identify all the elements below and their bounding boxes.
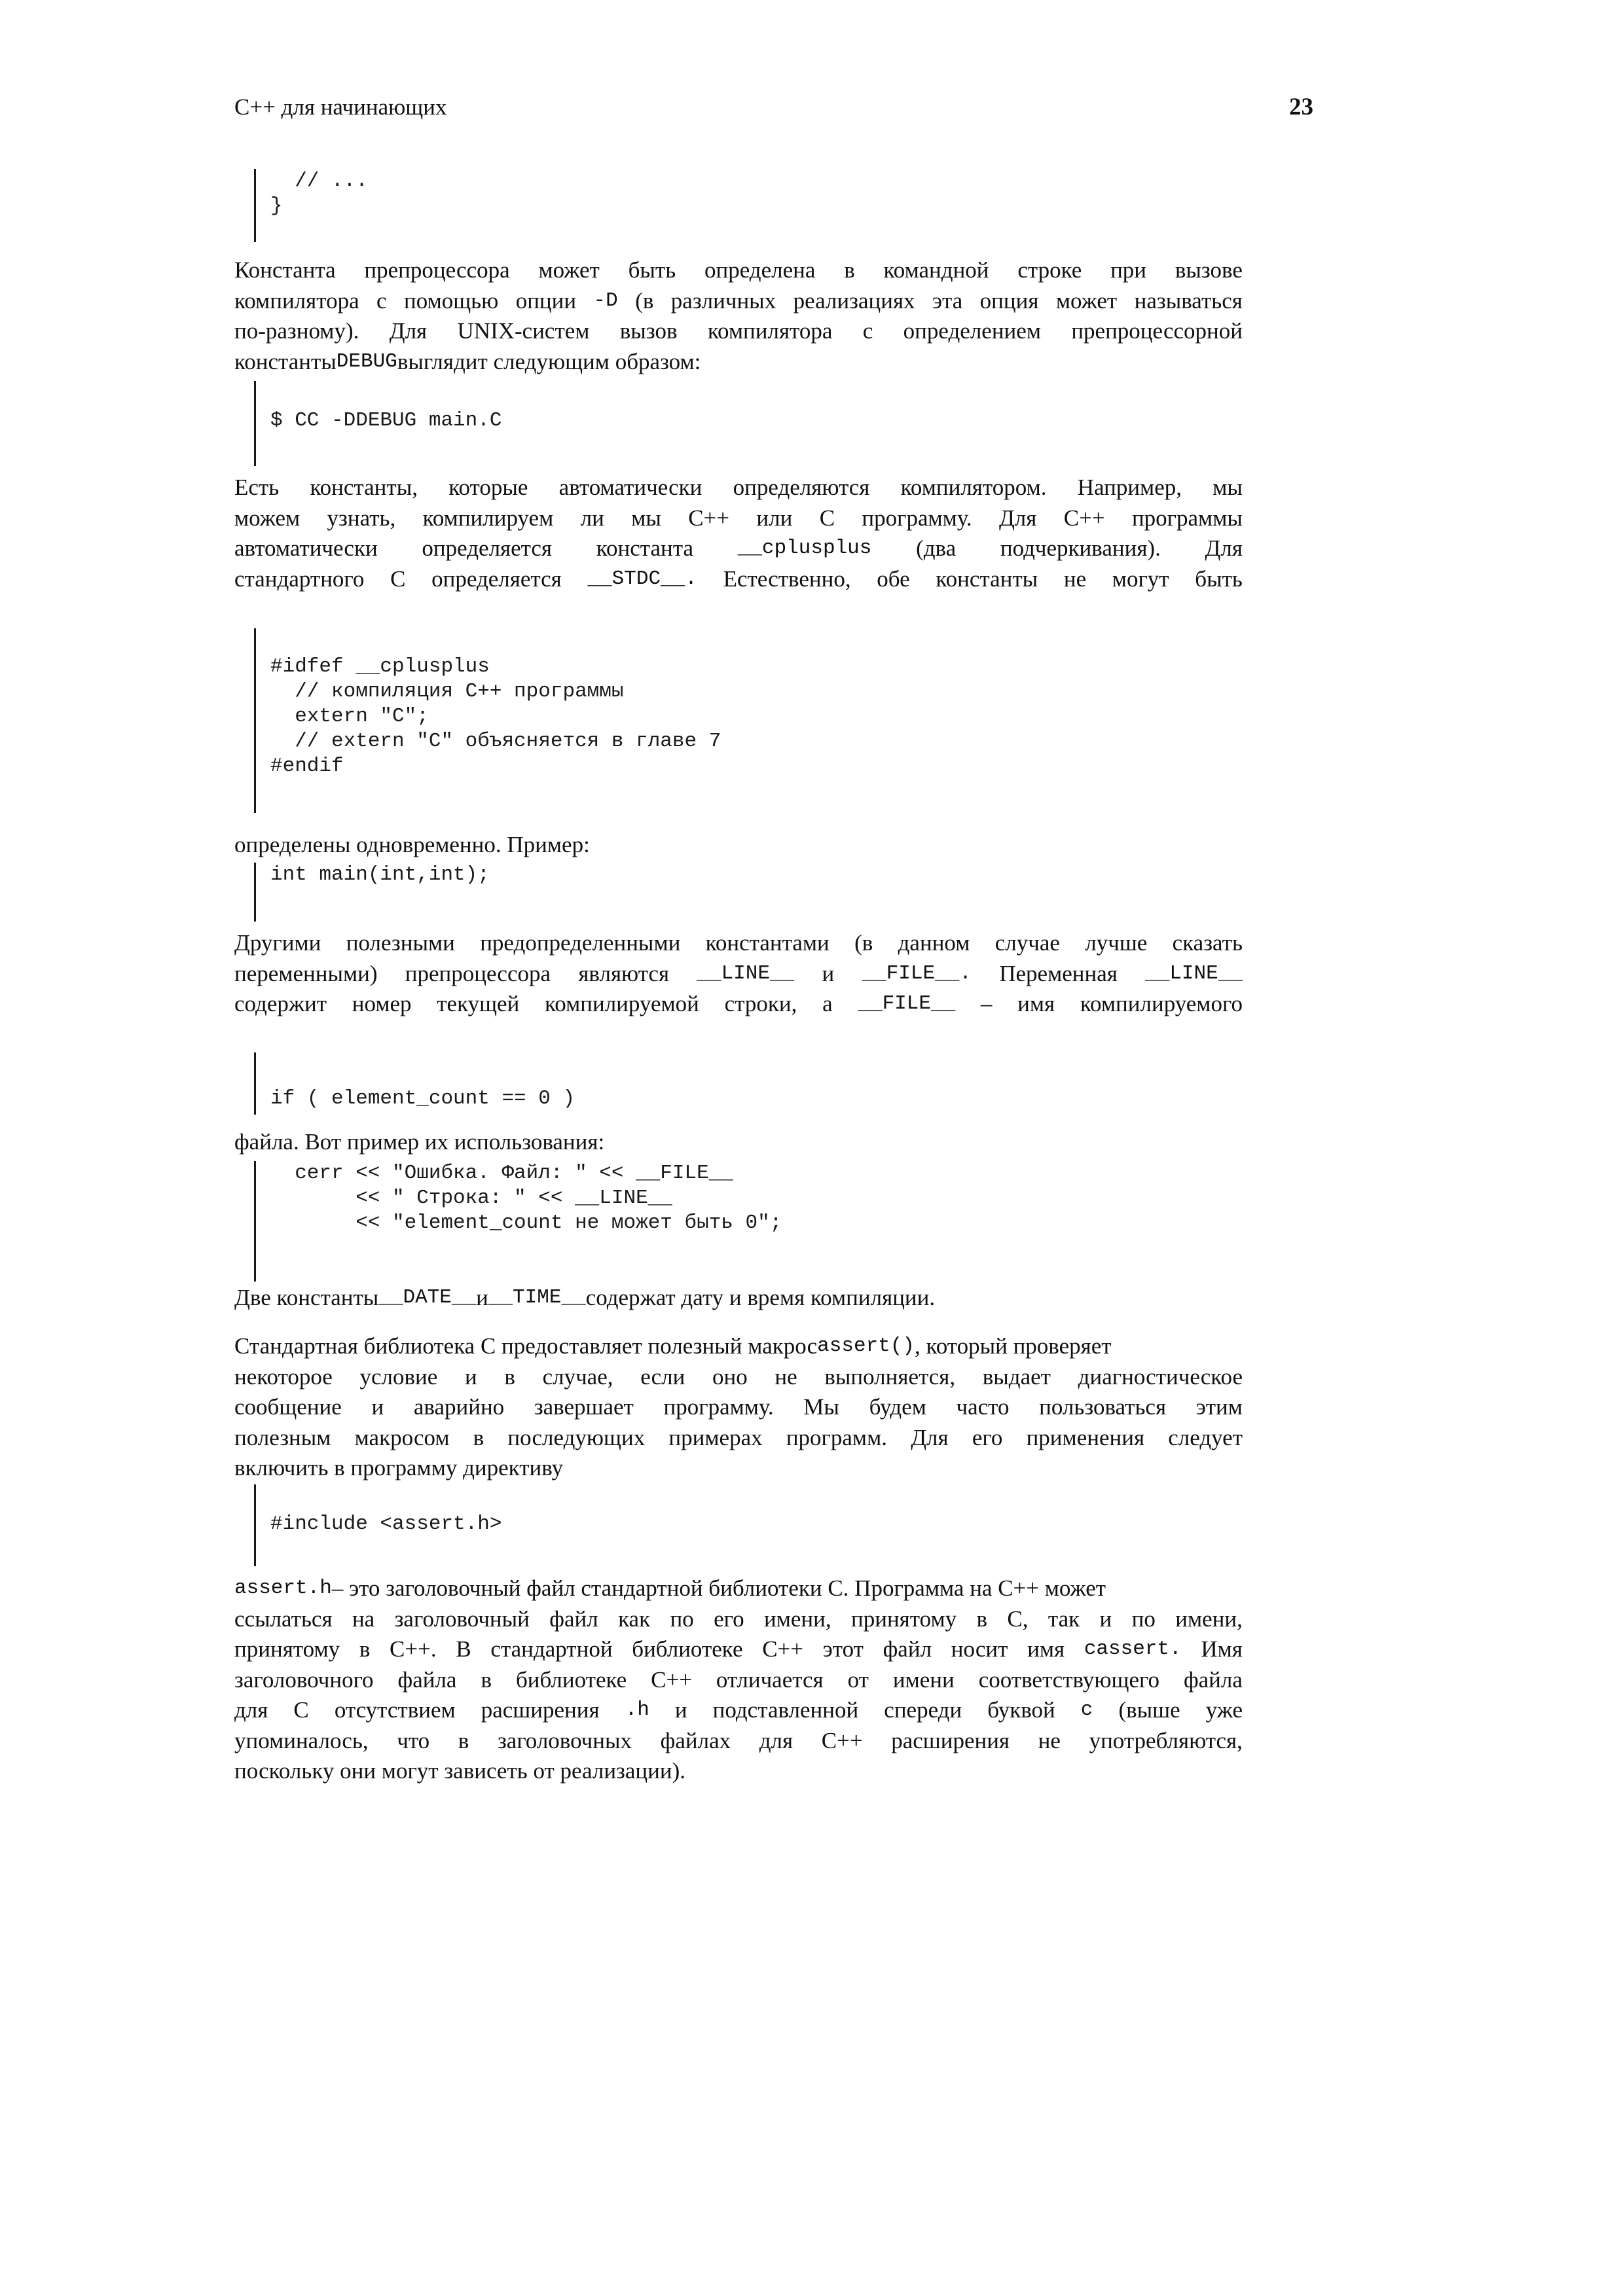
text-segment: , который проверяет: [914, 1333, 1112, 1359]
text-segment: константы: [234, 348, 337, 374]
word: автоматически: [234, 535, 378, 561]
text-line: [234, 1331, 1243, 1362]
word: случае,: [542, 1363, 613, 1390]
word: можем: [234, 505, 301, 531]
word: .h: [625, 1698, 649, 1721]
word: так: [1048, 1605, 1080, 1632]
word: и: [822, 960, 835, 986]
paragraph: [234, 1127, 1243, 1158]
text-segment: Стандартная библиотека С предоставляет полезный макрос: [234, 1333, 818, 1359]
paragraph: [234, 1573, 1243, 1787]
word: файл: [549, 1605, 598, 1632]
word: упоминалось,: [234, 1727, 369, 1753]
word: программу.: [862, 505, 972, 531]
word: С++: [821, 1727, 863, 1753]
word: программы: [1131, 505, 1243, 531]
word: от: [847, 1666, 869, 1693]
word: сообщение: [234, 1394, 342, 1420]
word: по: [670, 1605, 694, 1632]
word: употребляются,: [1089, 1727, 1243, 1753]
word: обе: [877, 565, 910, 592]
word: и: [464, 1363, 477, 1390]
word: подставленной: [712, 1697, 859, 1723]
word: компилируемого: [1080, 991, 1243, 1016]
paragraph: [234, 255, 1243, 377]
word: могут: [1112, 565, 1169, 592]
word: Мы: [803, 1394, 839, 1420]
text-line: [234, 830, 1243, 861]
word: Для: [998, 505, 1037, 531]
code-block: [254, 863, 490, 922]
word: константы: [936, 565, 1038, 592]
word: по: [1131, 1605, 1156, 1632]
word: быть: [1195, 565, 1243, 592]
word: строки,: [724, 991, 797, 1016]
running-header: C++ для начинающих: [234, 94, 447, 120]
word: –: [980, 991, 993, 1016]
word: препроцессорной: [1071, 318, 1243, 344]
inline-code: assert(): [817, 1335, 915, 1357]
word: опции: [515, 287, 577, 314]
text-segment: файла. Вот пример их использования:: [234, 1129, 605, 1155]
word: константами: [705, 930, 830, 956]
text-line: [234, 1604, 1243, 1635]
word: заголовочный: [394, 1605, 530, 1632]
word: и: [674, 1697, 687, 1723]
code-text: $ CC -DDEBUG main.C: [270, 409, 502, 432]
word: Есть: [234, 475, 280, 500]
word: оно: [712, 1363, 748, 1390]
word: которые: [448, 475, 528, 500]
word: выдает: [982, 1363, 1051, 1390]
word: библиотеке: [632, 1636, 743, 1662]
text-line: [234, 928, 1243, 959]
code-block: [254, 381, 501, 466]
code-text: int main(int,int);: [270, 863, 490, 886]
word: С: [390, 565, 406, 592]
word: мы: [631, 505, 661, 531]
text-line: [234, 473, 1243, 503]
word: в: [359, 1636, 371, 1662]
word: cassert.: [1084, 1638, 1182, 1660]
word: последующих: [507, 1424, 646, 1450]
word: файла: [1183, 1666, 1243, 1693]
word: вызов: [619, 318, 678, 344]
word: спереди: [884, 1697, 962, 1723]
word: случае: [994, 930, 1060, 956]
word: Для: [1205, 535, 1243, 561]
word: ссылаться: [234, 1605, 333, 1632]
text-line: [234, 1392, 1243, 1423]
text-line: [234, 347, 1243, 378]
word: различных: [670, 287, 776, 314]
word: командной: [883, 257, 989, 283]
code-block: [254, 628, 721, 813]
word: примерах: [668, 1424, 763, 1450]
word: библиотеке: [515, 1666, 627, 1693]
word: называться: [1134, 287, 1243, 314]
word: строке: [1017, 257, 1082, 283]
word: С++: [762, 1636, 804, 1662]
word: опция: [979, 287, 1039, 314]
word: С++: [688, 505, 730, 531]
word: полезным: [234, 1424, 331, 1450]
word: его: [972, 1424, 1003, 1450]
text-line: [234, 503, 1243, 534]
word: узнать,: [327, 505, 396, 531]
word: автоматически: [558, 475, 702, 500]
word: отличается: [716, 1666, 824, 1693]
word: быть: [628, 257, 676, 283]
word: программу.: [663, 1394, 774, 1420]
text-line: [234, 1756, 1243, 1787]
text-line: [234, 1634, 1243, 1665]
word: условие: [359, 1363, 438, 1390]
inline-code: __TIME__: [488, 1286, 586, 1309]
word: и: [371, 1394, 384, 1420]
word: С: [293, 1697, 309, 1723]
word: Константа: [234, 257, 336, 283]
word: расширения: [891, 1727, 1010, 1753]
paragraph: [234, 1283, 1243, 1314]
word: что: [397, 1727, 430, 1753]
inline-code: __DATE__: [378, 1286, 477, 1309]
word: часто: [956, 1394, 1010, 1420]
word: Имя: [1201, 1636, 1243, 1662]
word: может: [1055, 287, 1118, 314]
text-line: [234, 1726, 1243, 1757]
word: лучше: [1085, 930, 1148, 956]
text-line: [234, 1665, 1243, 1696]
word: пользоваться: [1039, 1394, 1167, 1420]
text-line: [234, 1127, 1243, 1158]
word: __FILE__.: [862, 961, 972, 985]
word: как: [618, 1605, 651, 1632]
code-text: if ( element_count == 0 ): [270, 1087, 575, 1110]
word: Другими: [234, 930, 321, 956]
inline-code: DEBUG: [336, 350, 397, 373]
word: константа: [596, 535, 693, 561]
word: подчеркивания).: [1000, 535, 1161, 561]
word: расширения: [481, 1697, 600, 1723]
word: этот: [822, 1636, 864, 1662]
word: диагностическое: [1078, 1363, 1243, 1390]
word: (два: [916, 535, 957, 561]
word: файл: [883, 1636, 932, 1662]
word: (выше: [1118, 1697, 1180, 1723]
code-text: cerr << "Ошибка. Файл: " << __FILE__ << " Строка: " << __LINE__ << "element_count не может быть 0";: [295, 1162, 782, 1234]
word: эта: [932, 287, 963, 314]
word: С: [819, 505, 835, 531]
word: будем: [869, 1394, 926, 1420]
word: завершает: [534, 1394, 634, 1420]
word: не: [1063, 565, 1087, 592]
word: и: [1099, 1605, 1112, 1632]
code-block: [254, 1161, 782, 1282]
word: -D: [593, 289, 618, 312]
word: принятому: [850, 1605, 957, 1632]
word: по-разному).: [234, 318, 359, 344]
text-line: [234, 1695, 1243, 1726]
word: (в: [635, 287, 654, 314]
text-line: [234, 564, 1243, 595]
text-line: [234, 1453, 1243, 1484]
word: имя: [1017, 991, 1055, 1016]
word: в: [844, 257, 855, 283]
word: файлах: [660, 1727, 731, 1753]
text-segment: содержат дату и время компиляции.: [585, 1285, 936, 1310]
word: мы: [1213, 475, 1243, 500]
paragraph: [234, 928, 1243, 1020]
word: аварийно: [413, 1394, 505, 1420]
word: __FILE__: [858, 992, 956, 1015]
text-segment: определены одновременно. Пример:: [234, 832, 590, 857]
code-text: // ... }: [270, 170, 368, 217]
word: В: [456, 1636, 471, 1662]
word: Переменная: [999, 960, 1118, 986]
word: стандартной: [490, 1636, 613, 1662]
word: его: [714, 1605, 744, 1632]
word: __LINE__: [697, 961, 795, 985]
word: препроцессора: [405, 960, 551, 986]
code-block: [254, 169, 368, 242]
word: с: [376, 287, 387, 314]
word: С++.: [390, 1636, 437, 1662]
paragraph: [234, 473, 1243, 594]
word: компилятором.: [900, 475, 1047, 500]
word: С++: [1063, 505, 1105, 531]
word: в: [481, 1666, 492, 1693]
text-line: [234, 989, 1243, 1020]
word: UNIX-систем: [457, 318, 590, 344]
word: определяется: [422, 535, 553, 561]
word: некоторое: [234, 1363, 333, 1390]
word: носит: [951, 1636, 1008, 1662]
text-segment: Две константы: [234, 1285, 379, 1310]
word: отсутствием: [334, 1697, 456, 1723]
text-line: [234, 1283, 1243, 1314]
word: заголовочного: [234, 1666, 374, 1693]
text-segment: и: [476, 1285, 488, 1310]
word: препроцессора: [364, 257, 510, 283]
paragraph: [234, 830, 1243, 861]
word: ли: [580, 505, 604, 531]
word: для: [234, 1697, 268, 1723]
word: не: [1038, 1727, 1061, 1753]
word: этим: [1195, 1394, 1243, 1420]
word: Для: [911, 1424, 949, 1450]
word: соответствующего: [978, 1666, 1159, 1693]
word: может: [538, 257, 600, 283]
code-text: #idfef __cplusplus // компиляция С++ программы extern "C"; // extern "C" объясняется в главе 7 #endif: [270, 655, 721, 778]
text-segment: – это заголовочный файл стандартной библиотеки С. Программа на С++ может: [331, 1575, 1106, 1601]
word: полезными: [346, 930, 455, 956]
word: предопределенными: [480, 930, 681, 956]
text-segment: выглядит следующим образом:: [397, 348, 701, 374]
word: в: [976, 1605, 987, 1632]
text-line: [234, 959, 1243, 990]
word: а: [822, 991, 833, 1016]
word: в: [473, 1424, 484, 1450]
word: имя: [1027, 1636, 1065, 1662]
code-block: [254, 1052, 575, 1115]
word: Для: [389, 318, 428, 344]
word: (в: [854, 930, 873, 956]
word: c: [1080, 1698, 1093, 1721]
word: компилируемой: [545, 991, 699, 1016]
text-line: [234, 1573, 1243, 1604]
inline-code: assert.h: [234, 1577, 332, 1600]
word: определением: [903, 318, 1041, 344]
word: текущей: [437, 991, 520, 1016]
word: уже: [1205, 1697, 1243, 1723]
word: определяются: [733, 475, 870, 500]
word: следует: [1168, 1424, 1243, 1450]
word: имени: [892, 1666, 955, 1693]
word: компилируем: [422, 505, 554, 531]
word: являются: [578, 960, 670, 986]
word: С++: [651, 1666, 692, 1693]
word: компилятора: [707, 318, 833, 344]
word: программ.: [786, 1424, 887, 1450]
word: реализациях: [793, 287, 915, 314]
code-text: #include <assert.h>: [270, 1513, 502, 1535]
code-block: [254, 1484, 501, 1566]
word: содержит: [234, 991, 327, 1016]
word: файла: [397, 1666, 457, 1693]
word: при: [1110, 257, 1147, 283]
word: макросом: [354, 1424, 450, 1450]
word: переменными): [234, 960, 378, 986]
word: принятому: [234, 1636, 340, 1662]
word: на: [352, 1605, 375, 1632]
word: помощью: [404, 287, 499, 314]
word: константы,: [310, 475, 418, 500]
text-segment: включить в программу директиву: [234, 1455, 564, 1480]
word: в: [504, 1363, 515, 1390]
word: данном: [898, 930, 970, 956]
word: Например,: [1077, 475, 1182, 500]
word: или: [756, 505, 793, 531]
word: __cplusplus: [737, 537, 872, 560]
word: имени,: [1175, 1605, 1243, 1632]
word: применения: [1026, 1424, 1145, 1450]
text-line: [234, 533, 1243, 564]
page-number: 23: [1289, 94, 1313, 120]
word: не: [775, 1363, 797, 1390]
text-line: [234, 255, 1243, 286]
word: с: [862, 318, 873, 344]
word: если: [640, 1363, 685, 1390]
word: буквой: [987, 1697, 1055, 1723]
text-line: [234, 1423, 1243, 1454]
word: Естественно,: [723, 565, 851, 592]
text-line: [234, 1362, 1243, 1393]
paragraph: [234, 1331, 1243, 1484]
word: для: [759, 1727, 793, 1753]
word: вызове: [1175, 257, 1243, 283]
text-line: [234, 316, 1243, 347]
text-line: [234, 286, 1243, 317]
word: определяется: [431, 565, 562, 592]
word: определена: [704, 257, 816, 283]
word: в: [458, 1727, 469, 1753]
word: имени,: [763, 1605, 831, 1632]
word: сказать: [1172, 930, 1243, 956]
word: С,: [1007, 1605, 1029, 1632]
word: __LINE__: [1145, 961, 1243, 985]
word: стандартного: [234, 565, 365, 592]
word: номер: [352, 991, 412, 1016]
word: заголовочных: [497, 1727, 632, 1753]
word: выполняется,: [824, 1363, 956, 1390]
word: компилятора: [234, 287, 359, 314]
text-segment: поскольку они могут зависеть от реализации).: [234, 1758, 686, 1784]
word: __STDC__.: [587, 567, 697, 590]
